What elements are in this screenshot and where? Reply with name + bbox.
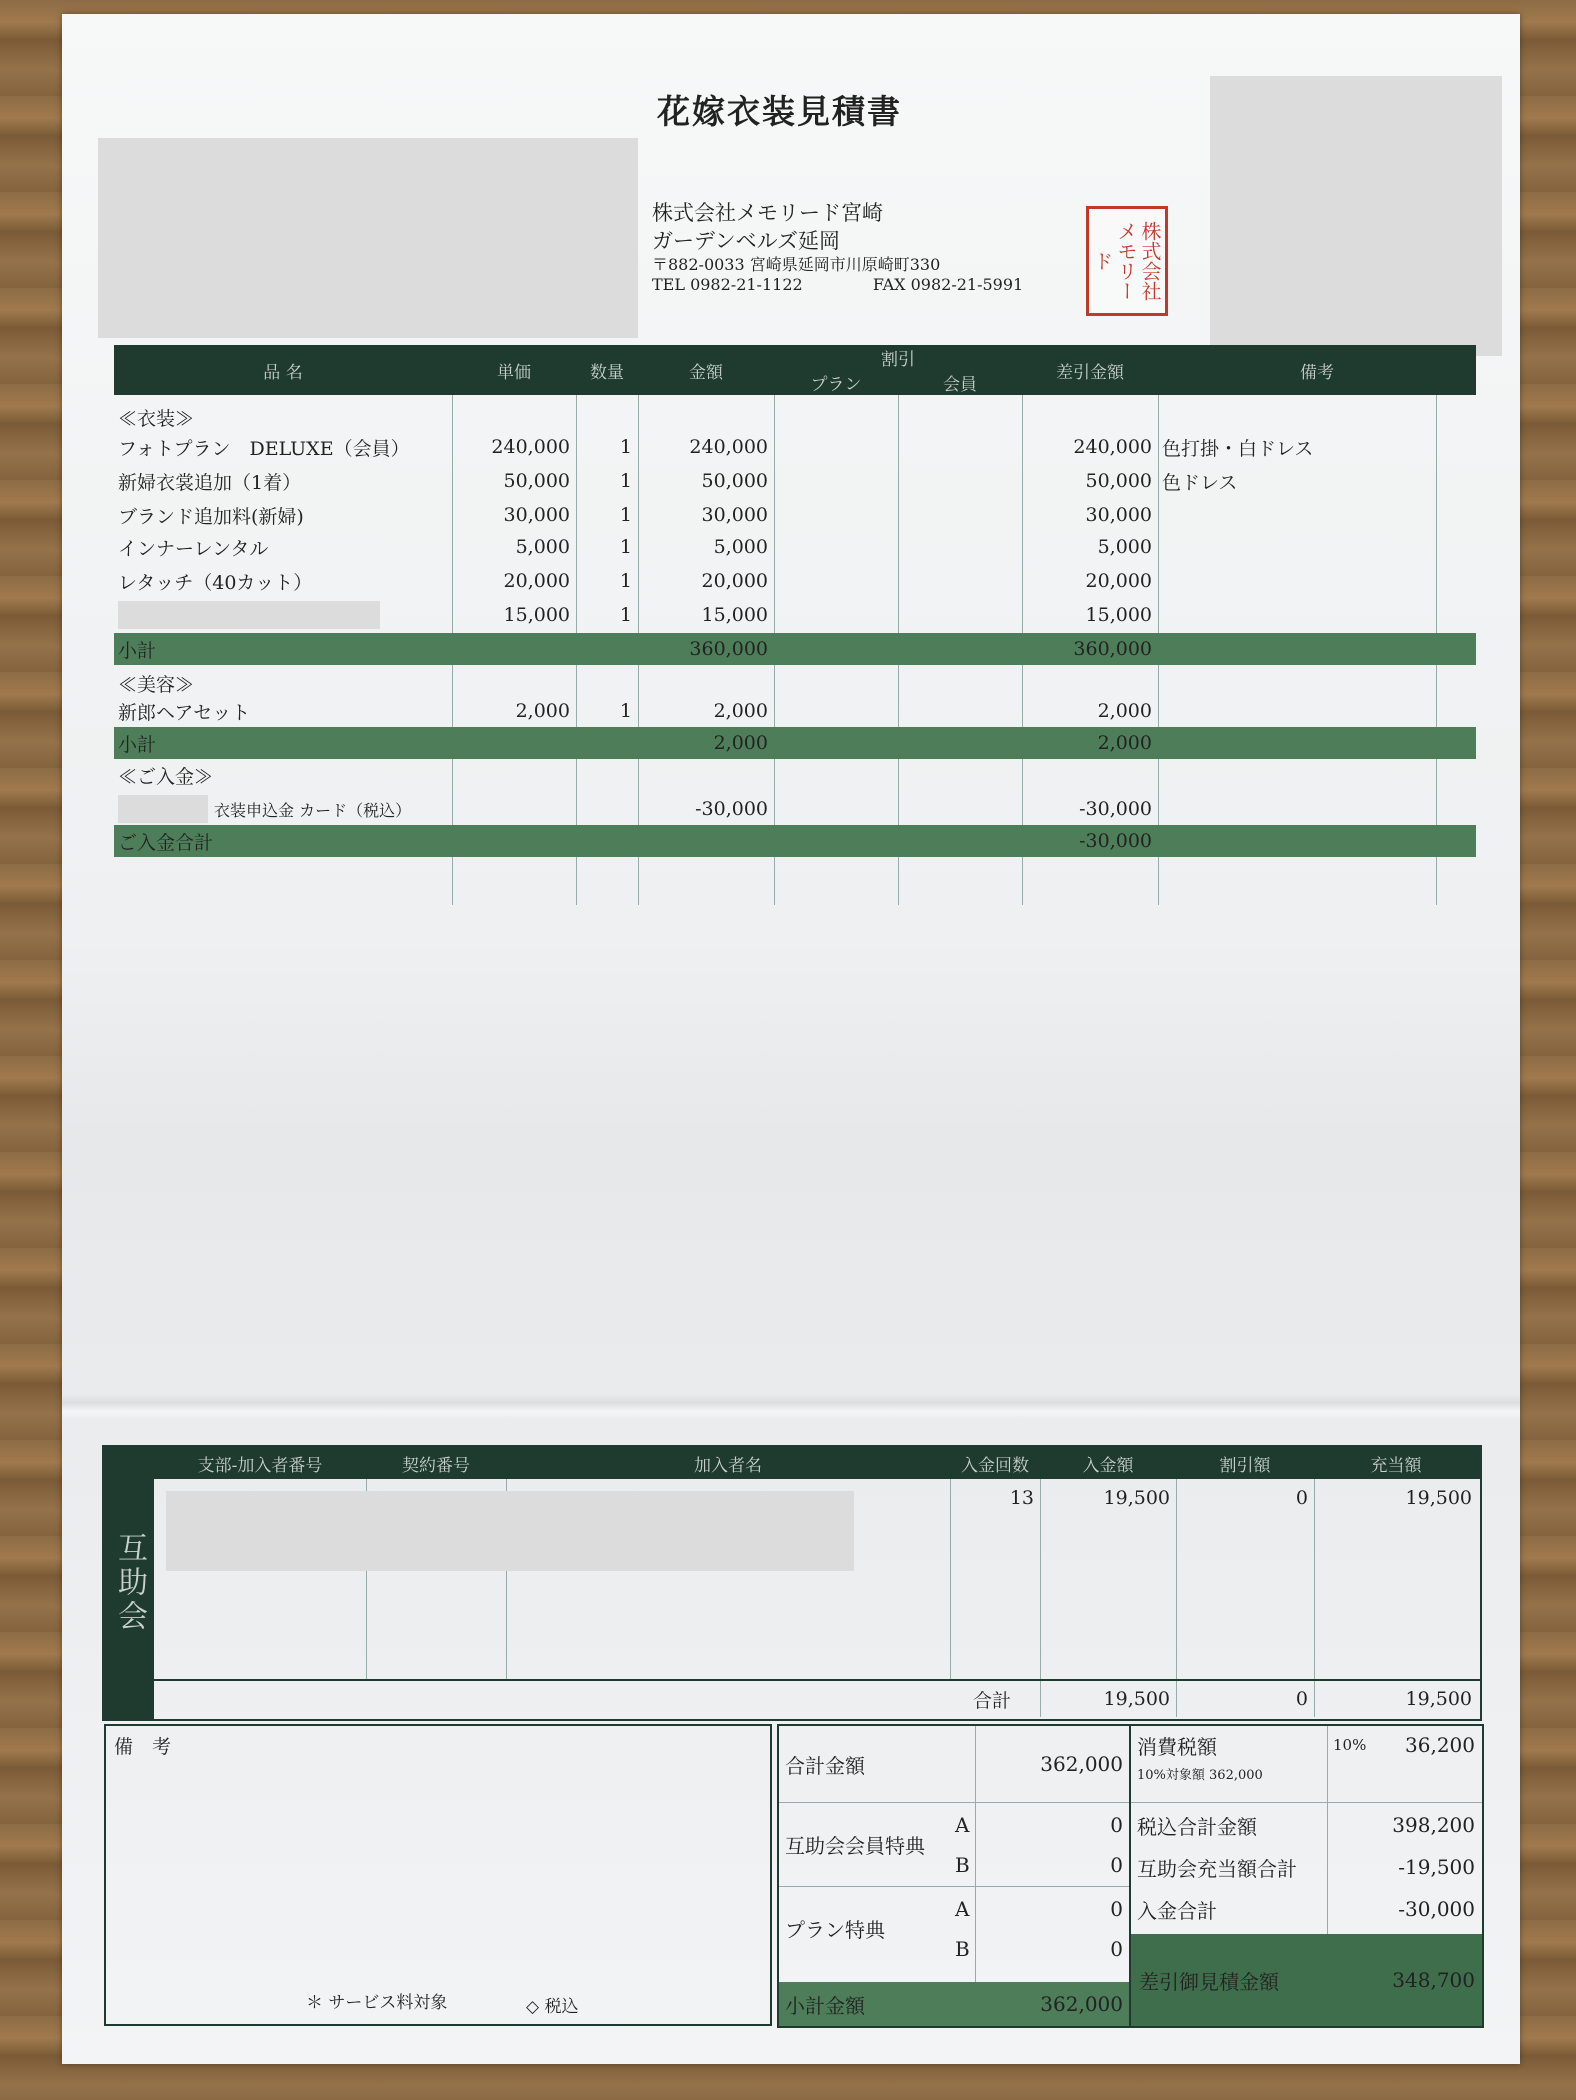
table-header [114, 345, 1476, 395]
header-applied: 充当額 [1370, 1455, 1422, 1476]
cell-qty: 1 [619, 470, 632, 492]
cell-amount: 2,000 [713, 700, 768, 722]
table-row [114, 695, 1476, 727]
cell-amount: 5,000 [713, 536, 768, 558]
cell-net: 240,000 [1073, 436, 1152, 458]
cell-net: 360,000 [1073, 638, 1152, 660]
header-paid: 入金額 [1082, 1455, 1134, 1476]
header-discount-amount: 割引額 [1219, 1455, 1271, 1476]
estimate-sheet [62, 14, 1520, 2064]
redacted-item [118, 601, 380, 629]
cell-name: ≪美容≫ [118, 673, 195, 696]
header-unit-price: 単価 [497, 362, 531, 383]
cell-qty: 1 [619, 436, 632, 458]
subtotal-label: 小計金額 [785, 1993, 865, 2018]
kyojokai-applied: 19,500 [1405, 1487, 1472, 1509]
cell-name: フォトプラン DELUXE（会員） [118, 437, 410, 460]
company-block [652, 199, 1023, 295]
cell-unit: 20,000 [503, 570, 570, 592]
tax-rate: 10% [1333, 1736, 1367, 1754]
subtotal-row [114, 633, 1476, 665]
cell-net: 30,000 [1085, 504, 1152, 526]
redacted-date [118, 795, 208, 823]
table-row [114, 793, 1476, 825]
kyojokai-total-discount: 0 [1295, 1688, 1308, 1710]
cell-amount [638, 825, 768, 857]
redacted-member [166, 1491, 854, 1571]
header-net: 差引金額 [1056, 362, 1124, 383]
redacted-area [1210, 76, 1502, 356]
kyojokai-table [102, 1445, 1482, 1721]
cell-net: -30,000 [1079, 798, 1152, 820]
cell-name: ご入金合計 [118, 831, 214, 854]
tax-base: 10%対象額 362,000 [1137, 1767, 1263, 1783]
cell-unit: 240,000 [491, 436, 570, 458]
section-row [114, 401, 1476, 433]
col-divider [1176, 1479, 1177, 1717]
company-seal: 株式会社メモリード [1086, 206, 1168, 316]
kyojokai-total-label: 合計 [972, 1689, 1011, 1712]
tel: TEL 0982-21-1122 [652, 275, 803, 294]
cell-unit: 15,000 [503, 604, 570, 626]
cell-remarks [1162, 499, 1432, 531]
summary-left [779, 1726, 1131, 2026]
subtotal-row [114, 727, 1476, 759]
summary-box [777, 1724, 1484, 2028]
header-discount: 割引 [881, 349, 915, 370]
col-divider [1314, 1479, 1315, 1717]
kyojokai-total-applied: 19,500 [1405, 1688, 1472, 1710]
company-address: 〒882-0033 宮崎県延岡市川原崎町330 [652, 255, 941, 274]
final-label: 差引御見積金額 [1139, 1969, 1279, 1994]
plan-a-label: A [955, 1897, 970, 1921]
kyojokai-discount: 0 [1295, 1487, 1308, 1509]
cell-amount: -30,000 [695, 798, 768, 820]
legend-service: ＊ サービス料対象 [306, 1993, 448, 2013]
notes-box [104, 1724, 772, 2026]
header-contract: 契約番号 [402, 1455, 470, 1476]
plan-benefit-label: プラン特典 [785, 1917, 885, 1942]
paper-fold [62, 1394, 1520, 1420]
cell-net: 5,000 [1097, 536, 1152, 558]
cell-name: ≪ご入金≫ [118, 765, 214, 788]
kyojokai-total-paid: 19,500 [1103, 1688, 1170, 1710]
company-phone [652, 275, 1023, 295]
cell-qty: 1 [619, 700, 632, 722]
cell-remarks [1162, 599, 1432, 631]
kyojokai-side-label: 互助会 [104, 1447, 154, 1719]
cell-amount: 240,000 [689, 436, 768, 458]
cell-remarks [1162, 565, 1432, 597]
kyojokai-paid: 19,500 [1103, 1487, 1170, 1509]
tax-label: 消費税額 [1137, 1734, 1217, 1759]
header-amount: 金額 [689, 362, 723, 383]
company-name: 株式会社メモリード宮崎 [652, 201, 883, 225]
incl-tax-label: 税込合計金額 [1137, 1814, 1257, 1839]
redacted-customer [98, 138, 638, 338]
cell-remarks [1162, 531, 1432, 563]
cell-unit: 2,000 [515, 700, 570, 722]
cell-amount: 360,000 [689, 638, 768, 660]
header-member: 会員 [943, 374, 977, 395]
cell-name: レタッチ（40カット） [118, 571, 313, 594]
table-row [114, 565, 1476, 597]
cell-remarks: 色ドレス [1162, 471, 1238, 494]
cell-net: 20,000 [1085, 570, 1152, 592]
header-member-name: 加入者名 [694, 1455, 762, 1476]
table-row [114, 465, 1476, 497]
subtotal-value: 362,000 [1040, 1992, 1123, 2016]
venue-name: ガーデンベルズ延岡 [652, 229, 840, 253]
cell-name: ブランド追加料(新婦) [118, 505, 304, 528]
cell-unit: 5,000 [515, 536, 570, 558]
section-row [114, 759, 1476, 791]
table-row [114, 499, 1476, 531]
total-divider [154, 1679, 1480, 1681]
tax-value: 36,200 [1405, 1733, 1475, 1757]
legend-tax: ◇ 税込 [526, 1997, 579, 2017]
header-count: 入金回数 [961, 1455, 1029, 1476]
kyojokai-count: 13 [1009, 1487, 1034, 1509]
cell-qty: 1 [619, 570, 632, 592]
header-item: 品 名 [263, 362, 303, 383]
kyojokai-applied-value: -19,500 [1398, 1855, 1475, 1879]
cell-name: 新郎ヘアセット [118, 701, 251, 724]
final-value: 348,700 [1392, 1968, 1475, 1992]
incl-tax-value: 398,200 [1392, 1813, 1475, 1837]
kyojokai-applied-label: 互助会充当額合計 [1137, 1856, 1297, 1881]
cell-name: 小計 [118, 639, 157, 662]
cell-unit: 30,000 [503, 504, 570, 526]
table-row [114, 431, 1476, 463]
kyojokai-a-label: A [955, 1813, 970, 1837]
notes-label: 備 考 [114, 1736, 172, 1758]
cell-name: 小計 [118, 733, 157, 756]
kyojokai-b-value: 0 [1110, 1853, 1123, 1877]
col-divider [1040, 1479, 1041, 1717]
header-branch: 支部-加入者番号 [197, 1455, 323, 1476]
cell-net: 50,000 [1085, 470, 1152, 492]
cell-qty: 1 [619, 536, 632, 558]
plan-b-label: B [955, 1937, 970, 1961]
cell-name: 衣装申込金 カード（税込） [214, 800, 412, 820]
cell-net: -30,000 [1079, 830, 1152, 852]
cell-amount: 30,000 [701, 504, 768, 526]
total-value: 362,000 [1040, 1752, 1123, 1776]
cell-amount: 20,000 [701, 570, 768, 592]
row-divider [1131, 1802, 1482, 1803]
cell-remarks [1162, 695, 1432, 727]
table-row [114, 531, 1476, 563]
cell-net: 15,000 [1085, 604, 1152, 626]
cell-net: 2,000 [1097, 700, 1152, 722]
subtotal-row [114, 825, 1476, 857]
kyojokai-b-label: B [955, 1853, 970, 1877]
document-title: 花嫁衣装見積書 [657, 92, 902, 131]
cell-name: ≪衣装≫ [118, 407, 195, 430]
total-label: 合計金額 [785, 1753, 865, 1778]
plan-a-value: 0 [1110, 1897, 1123, 1921]
cell-amount: 15,000 [701, 604, 768, 626]
header-plan: プラン [810, 374, 862, 395]
cell-net: 2,000 [1097, 732, 1152, 754]
cell-amount: 50,000 [701, 470, 768, 492]
cell-unit: 50,000 [503, 470, 570, 492]
payment-value: -30,000 [1398, 1897, 1475, 1921]
cell-qty: 1 [619, 504, 632, 526]
summary-right [1131, 1726, 1482, 2026]
cell-name: インナーレンタル [118, 537, 269, 560]
cell-name: 新婦衣裳追加（1着） [118, 471, 302, 494]
payment-label: 入金合計 [1137, 1898, 1217, 1923]
kyojokai-header [104, 1447, 1480, 1479]
kyojokai-a-value: 0 [1110, 1813, 1123, 1837]
cell-amount: 2,000 [713, 732, 768, 754]
kyojokai-benefit-label: 互助会会員特典 [785, 1833, 925, 1858]
cell-remarks: 色打掛・白ドレス [1162, 437, 1314, 460]
plan-b-value: 0 [1110, 1937, 1123, 1961]
table-row [114, 599, 1476, 631]
cell-qty: 1 [619, 604, 632, 626]
header-remarks: 備考 [1300, 362, 1334, 383]
fax: FAX 0982-21-5991 [872, 275, 1024, 294]
header-qty: 数量 [590, 362, 624, 383]
